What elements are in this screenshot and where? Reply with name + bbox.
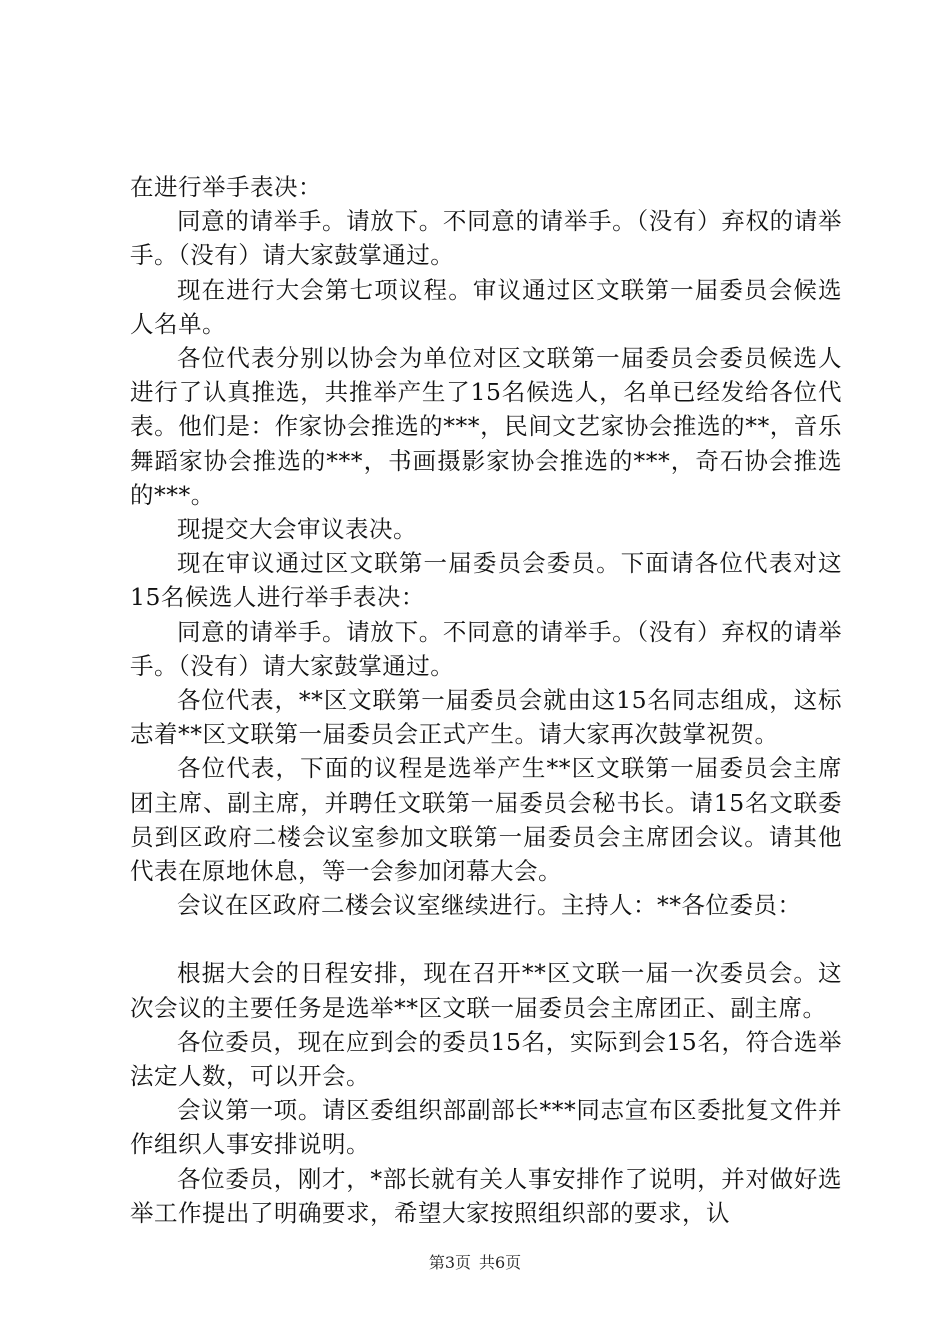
paragraph: 在进行举手表决：	[130, 173, 322, 201]
paragraph: 会议在区政府二楼会议室继续进行。主持人：**各位委员：	[177, 891, 802, 920]
page-footer	[0, 1253, 950, 1273]
paragraph: 各位代表分别以协会为单位对区文联第一届委员会委员候选人进行了认真推选，共推举产生了15名候选人，名单已经发给各位代表。他们是：作家协会推选的***，民间文艺家协会推选的**，音乐舞蹈家协会推选的***，书画摄影家协会推选的***，奇石协会推选的***。	[130, 344, 842, 509]
paragraph: 各位代表，**区文联第一届委员会就由这15名同志组成，这标志着**区文联第一届委员会正式产生。请大家再次鼓掌祝贺。	[130, 686, 842, 749]
paragraph: 各位委员，现在应到会的委员15名，实际到会15名，符合选举法定人数，可以开会。	[130, 1027, 842, 1091]
document-body	[130, 170, 842, 1230]
paragraph: 同意的请举手。请放下。不同意的请举手。（没有）弃权的请举手。（没有）请大家鼓掌通过。	[130, 617, 842, 680]
paragraph: 现提交大会审议表决。	[177, 515, 417, 544]
paragraph: 根据大会的日程安排，现在召开**区文联一届一次委员会。这次会议的主要任务是选举**区文联一届委员会主席团正、副主席。	[130, 959, 842, 1022]
paragraph: 会议第一项。请区委组织部副部长***同志宣布区委批复文件并作组织人事安排说明。	[130, 1096, 842, 1159]
page-number: 第3页	[428, 1253, 471, 1272]
paragraph: 现在进行大会第七项议程。审议通过区文联第一届委员会候选人名单。	[130, 275, 842, 338]
paragraph: 各位代表，下面的议程是选举产生**区文联第一届委员会主席团主席、副主席，并聘任文联第一届委员会秘书长。请15名文联委员到区政府二楼会议室参加文联第一届委员会主席团会议。请其他代表在原地休息，等一会参加闭幕大会。	[130, 754, 842, 886]
paragraph: 各位委员，刚才，*部长就有关人事安排作了说明，并对做好选举工作提出了明确要求，希望大家按照组织部的要求，认	[130, 1164, 842, 1227]
paragraph: 同意的请举手。请放下。不同意的请举手。（没有）弃权的请举手。（没有）请大家鼓掌通过。	[130, 207, 842, 270]
page-total: 共6页	[479, 1253, 522, 1272]
paragraph: 现在审议通过区文联第一届委员会委员。下面请各位代表对这15名候选人进行举手表决：	[130, 549, 842, 612]
